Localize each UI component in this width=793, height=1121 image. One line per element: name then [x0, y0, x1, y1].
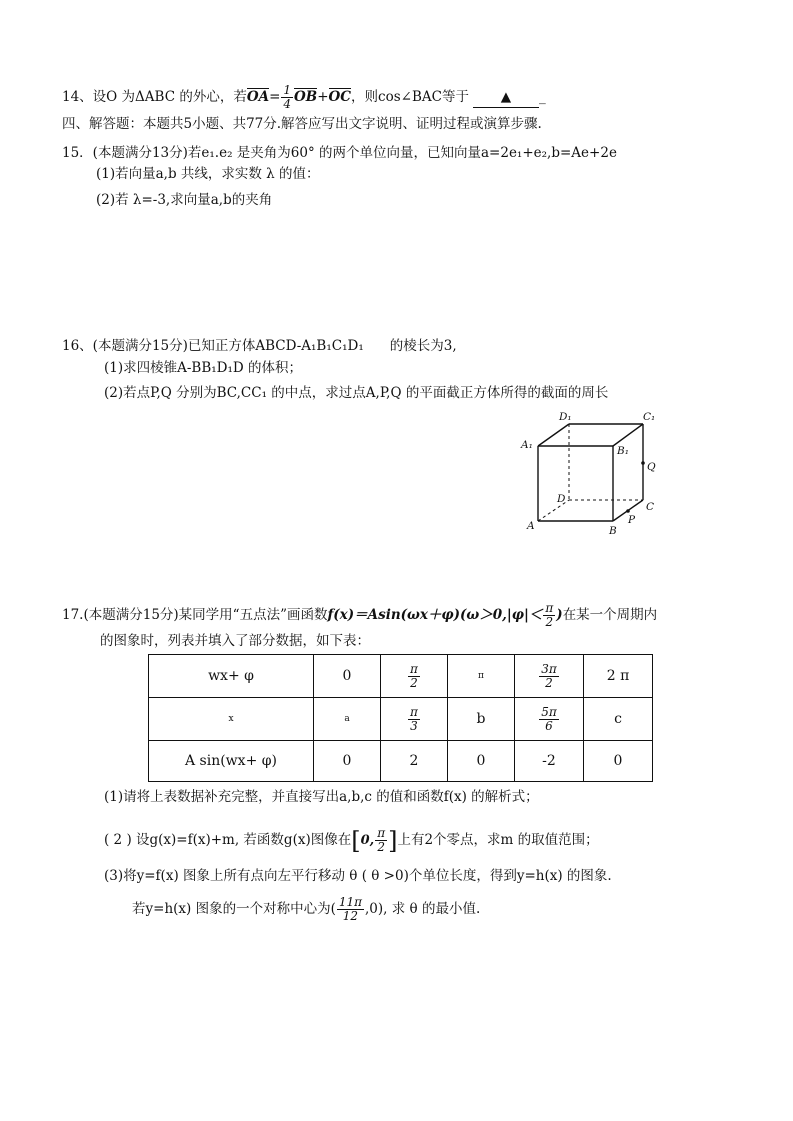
question-17-part-3: (3)将y=f(x) 图象上所有点向左平行移动 θ ( θ >0)个单位长度，得到y=h(x) 的图象. [104, 868, 612, 884]
q14-frac-num: 1 [283, 83, 292, 97]
q17-func-close: ) [556, 607, 563, 623]
right-bracket-icon: ] [388, 826, 398, 855]
table-cell: c [584, 698, 653, 741]
table-cell [381, 698, 448, 741]
question-16-part-1: (1)求四棱锥A-BB₁D₁D 的体积； [104, 360, 303, 376]
label-b1: B₁ [617, 445, 629, 457]
table-row [149, 741, 653, 782]
q14-eq: = [269, 89, 281, 105]
table-cell: 2 π [584, 655, 653, 698]
q17-func-frac-num: π [545, 601, 554, 615]
table-cell: 0 [448, 741, 515, 782]
vector-oc: OC [328, 89, 352, 105]
interval-start: 0, [360, 832, 375, 848]
label-d1: D₁ [559, 411, 572, 423]
q16-stem-a: 16、(本题满分15分)已知正方体ABCD-A₁B₁C₁D₁ [62, 338, 364, 354]
table-cell: b [448, 698, 515, 741]
cell-fraction [408, 663, 420, 690]
q14-end: _ [538, 89, 546, 105]
q14-frac-den: 4 [283, 97, 292, 111]
q17-p2-b: 上有2个零点，求m 的取值范围； [397, 832, 599, 848]
table-cell: 0 [584, 741, 653, 782]
question-17-part-2 [104, 820, 599, 860]
table-cell [381, 655, 448, 698]
center-fraction [337, 896, 364, 923]
question-15-stem: 15．(本题满分13分)若e₁.e₂ 是夹角为60° 的两个单位向量，已知向量a=2e₁+e₂,b=Ae+2e [62, 145, 617, 161]
triangle-mark-icon: ▲ [500, 89, 512, 105]
vector-ob: OB [294, 89, 318, 105]
table-row [149, 698, 653, 741]
edge-a1-d1 [538, 424, 569, 446]
q17-func-fraction [543, 602, 555, 629]
label-c: C [646, 501, 655, 513]
q17-stem-b: 在某一个周期内 [562, 607, 658, 623]
cell-frac-den: 2 [410, 675, 418, 690]
question-14 [62, 84, 546, 111]
cell-frac-den: 2 [545, 675, 553, 690]
cell-fraction [539, 706, 559, 733]
q17-function: f(x)＝Asin(ωx＋φ)(ω＞0,|φ|＜ [327, 607, 543, 623]
q14-fraction [281, 84, 293, 111]
cell-fraction [539, 663, 559, 690]
question-16-stem [62, 336, 457, 356]
label-a: A [527, 520, 535, 532]
table-cell: 2 [381, 741, 448, 782]
question-17-stem [62, 601, 657, 629]
left-bracket-icon: [ [351, 826, 361, 855]
table-cell: -2 [515, 741, 584, 782]
question-17-part-1: (1)请将上表数据补充完整，并直接写出a,b,c 的值和函数f(x) 的解析式； [104, 789, 539, 805]
label-a1: A₁ [521, 439, 533, 451]
section-4-heading: 四、解答题：本题共5小题、共77分.解答应写出文字说明、证明过程或演算步骤. [62, 116, 542, 132]
table-cell: x [149, 698, 314, 741]
interval-bracket [351, 827, 397, 854]
question-17-stem-line-2: 的图象时，列表并填入了部分数据，如下表： [100, 633, 370, 649]
table-cell: wx+ φ [149, 655, 314, 698]
cube-figure [515, 408, 665, 538]
question-17-part-3-line-2 [132, 892, 480, 926]
interval-fraction [375, 827, 387, 854]
vector-oa: OA [246, 89, 270, 105]
q16-stem-b: 的棱长为3, [389, 338, 457, 354]
point-p [626, 509, 630, 513]
cell-frac-num: 3π [541, 661, 557, 676]
edge-b1-c1 [613, 424, 643, 446]
q14-prefix: 14、设O 为ΔABC 的外心，若 [62, 89, 247, 105]
q17-stem-a: 17.(本题满分15分)某同学用“五点法”画函数 [62, 607, 328, 623]
table-cell: A sin(wx+ φ) [149, 741, 314, 782]
question-16-part-2: (2)若点P,Q 分别为BC,CC₁ 的中点，求过点A,P,Q 的平面截正方体所得的截面的周长 [104, 385, 609, 401]
label-d: D [557, 493, 566, 505]
table-row [149, 655, 653, 698]
table-cell: a [314, 698, 381, 741]
label-q: Q [647, 461, 656, 473]
q17-p2-a: ( 2 ) 设g(x)=f(x)+m, 若函数g(x)图像在 [104, 832, 352, 848]
question-15-part-2: (2)若 λ=-3,求向量a,b的夹角 [96, 192, 273, 208]
cell-frac-den: 3 [410, 718, 418, 733]
q17-func-frac-den: 2 [545, 615, 554, 629]
cell-frac-num: π [410, 661, 418, 676]
cell-frac-den: 6 [545, 718, 553, 733]
label-c1: C₁ [643, 411, 656, 423]
table-cell [515, 698, 584, 741]
table-cell [515, 655, 584, 698]
cell-frac-num: π [410, 704, 418, 719]
five-point-table [148, 654, 653, 782]
q14-plus: + [317, 89, 329, 105]
q14-suffix: ，则cos∠BAC等于 [351, 89, 469, 105]
q17-p3-c: ,0), 求 θ 的最小值. [365, 901, 481, 917]
table-cell: 0 [314, 741, 381, 782]
center-frac-den: 12 [342, 909, 359, 923]
table-cell: 0 [314, 655, 381, 698]
cell-fraction [408, 706, 420, 733]
label-b: B [609, 525, 617, 537]
point-q [641, 461, 645, 465]
answer-blank [473, 87, 539, 108]
cell-frac-num: 5π [541, 704, 557, 719]
label-p: P [628, 514, 636, 526]
center-frac-num: 11π [338, 895, 362, 909]
q17-p3-b: 若y=h(x) 图象的一个对称中心为( [132, 901, 336, 917]
question-15-part-1: (1)若向量a,b 共线，求实数 λ 的值： [96, 166, 320, 182]
interval-frac-den: 2 [377, 840, 385, 854]
table-cell: π [448, 655, 515, 698]
interval-frac-num: π [377, 826, 386, 840]
